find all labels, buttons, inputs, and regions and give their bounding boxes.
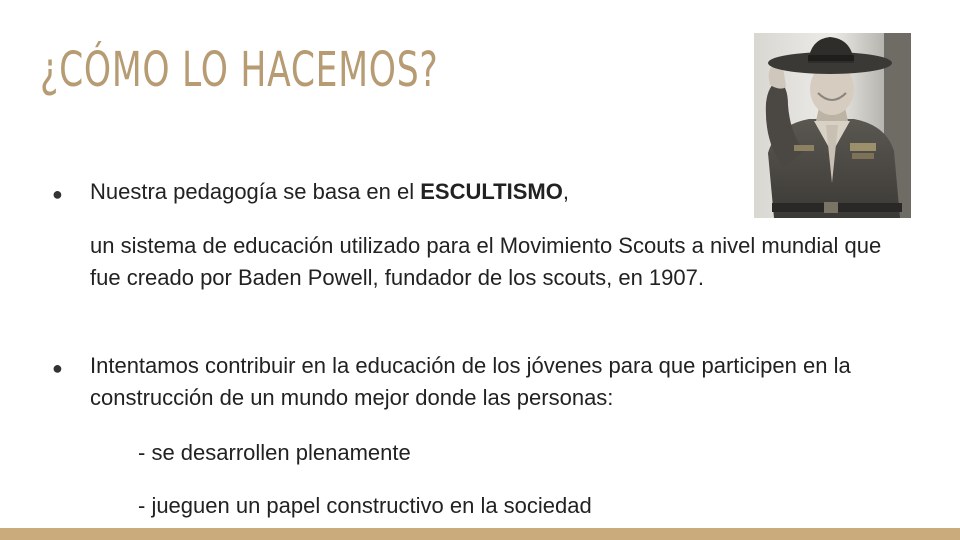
bullet-1-suffix: , bbox=[562, 179, 569, 204]
bullet-1-bold-term: ESCULTISMO bbox=[420, 179, 563, 204]
slide-title: ¿CÓMO LO HACEMOS? bbox=[40, 42, 439, 98]
bottom-accent-bar bbox=[0, 528, 960, 540]
subitem-2: - jueguen un papel constructivo en la sociedad bbox=[138, 493, 592, 518]
bullet-1-text bbox=[90, 176, 910, 208]
bullet-1-prefix: Nuestra pedagogía se basa en el bbox=[90, 179, 421, 204]
bullet-1-continuation: un sistema de educación utilizado para el Movimiento Scouts a nivel mundial que fue creado por Baden Powell, fundador de los scouts, en 1907. bbox=[90, 233, 882, 290]
bullet-2-text: Intentamos contribuir en la educación de los jóvenes para que participen en la construcción de un mundo mejor donde las personas: bbox=[90, 353, 851, 410]
bullet-marker: ● bbox=[52, 358, 63, 378]
subitem-1: - se desarrollen plenamente bbox=[138, 440, 411, 465]
bullet-marker: ● bbox=[52, 184, 63, 204]
